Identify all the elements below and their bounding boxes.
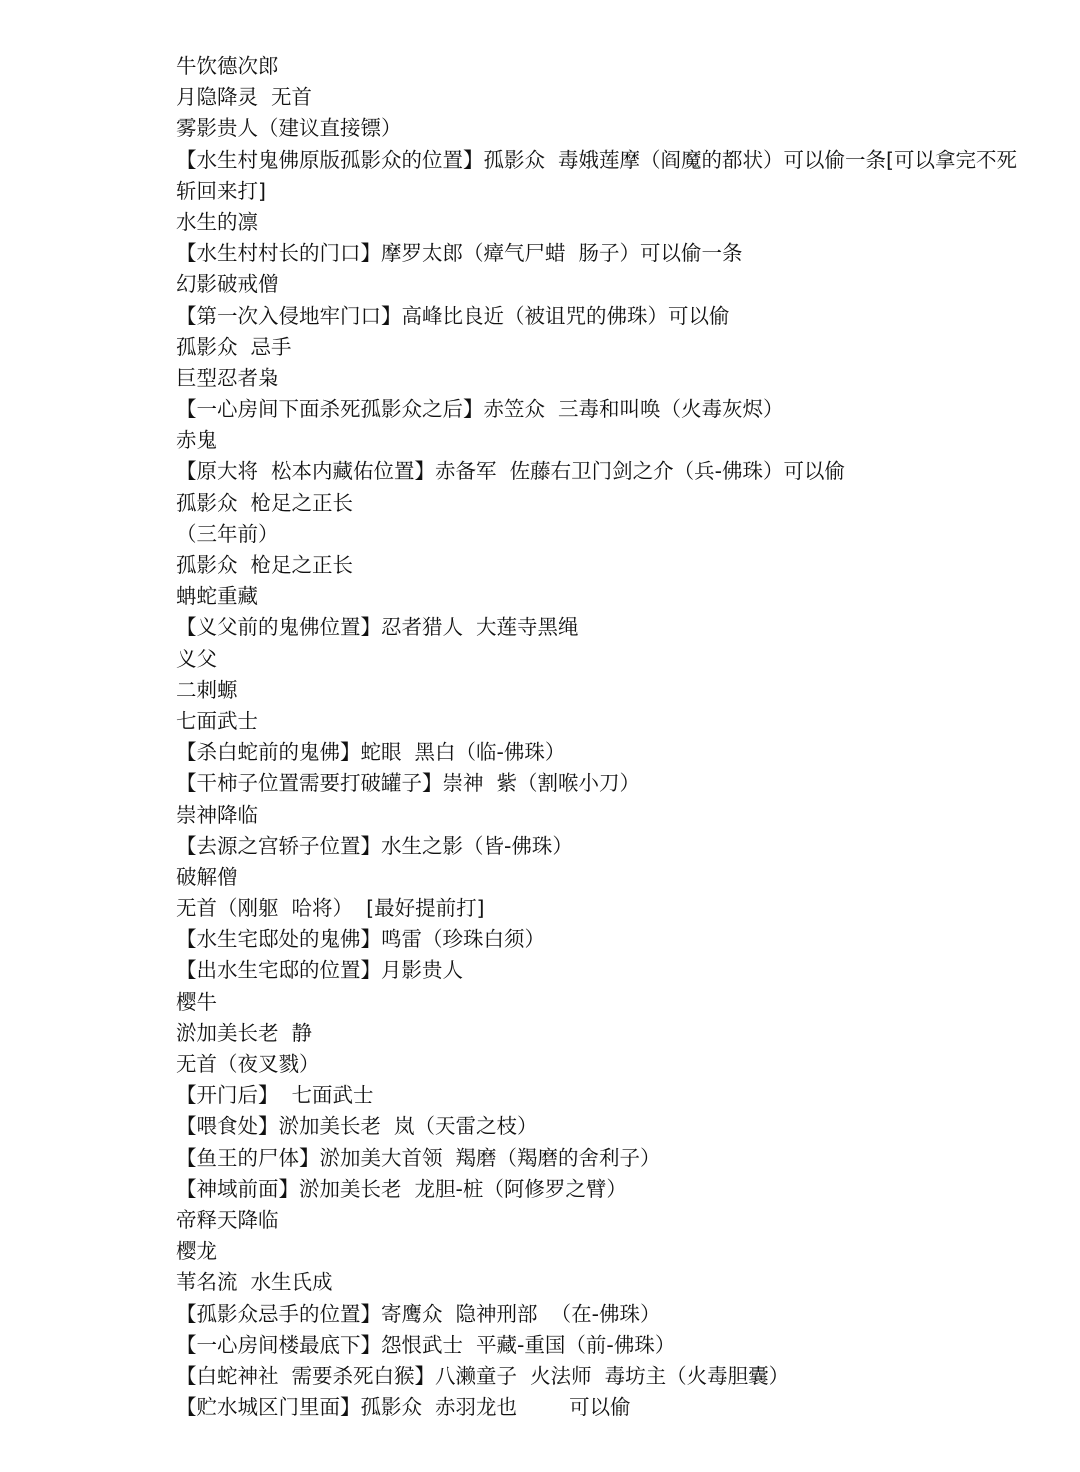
- text-line: 月隐降灵 无首: [176, 85, 313, 110]
- text-line: 【杀白蛇前的鬼佛】蛇眼 黑白（临-佛珠）: [176, 740, 566, 765]
- text-line: 【贮水城区门里面】孤影众 赤羽龙也 可以偷: [176, 1395, 631, 1420]
- text-line: 淤加美长老 静: [176, 1020, 313, 1045]
- text-line: 孤影众 枪足之正长: [176, 553, 354, 578]
- text-line: 【水生宅邸处的鬼佛】鸣雷（珍珠白须）: [176, 927, 545, 952]
- text-line: 牛饮德次郎: [176, 54, 279, 78]
- text-line: 水生的凛: [176, 209, 258, 234]
- text-line: 【第一次入侵地牢门口】高峰比良近（被诅咒的佛珠）可以偷: [176, 303, 730, 328]
- text-line: 【原大将 松本内藏佑位置】赤备军 佐藤右卫门剑之介（兵-佛珠）可以偷: [176, 459, 845, 484]
- text-line: 【去源之宫轿子位置】水生之影（皆-佛珠）: [176, 833, 573, 858]
- text-line: 【水生村鬼佛原版孤影众的位置】孤影众 毒娥莲摩（阎魔的都状）可以偷一条[可以拿完不死斩回来打]: [176, 147, 1018, 203]
- text-line: 帝释天降临: [176, 1207, 279, 1232]
- text-line: 巨型忍者枭: [176, 365, 279, 390]
- text-line: 幻影破戒僧: [176, 272, 279, 297]
- text-line: 无首（夜叉戮）: [176, 1052, 320, 1077]
- text-line: 义父: [176, 646, 217, 671]
- text-line: 雾影贵人（建议直接镖）: [176, 116, 402, 141]
- text-line: 樱龙: [176, 1239, 217, 1264]
- text-line: 苇名流 水生氏成: [176, 1270, 333, 1295]
- text-line: 【义父前的鬼佛位置】忍者猎人 大莲寺黑绳: [176, 615, 579, 640]
- text-line: 【开门后】 七面武士: [176, 1083, 374, 1108]
- document-text: [176, 51, 1026, 1423]
- text-line: 【喂食处】淤加美长老 岚（天雷之枝）: [176, 1114, 538, 1139]
- text-line: 赤鬼: [176, 428, 217, 453]
- text-line: 孤影众 枪足之正长: [176, 490, 354, 515]
- text-line: 【出水生宅邸的位置】月影贵人: [176, 958, 463, 983]
- text-line: 【水生村村长的门口】摩罗太郎（瘴气尸蜡 肠子）可以偷一条: [176, 241, 743, 266]
- text-line: 七面武士: [176, 708, 258, 733]
- text-line: 破解僧: [176, 864, 238, 889]
- text-line: 无首（刚躯 哈将） [最好提前打]: [176, 896, 485, 921]
- text-line: 蚺蛇重藏: [176, 584, 258, 609]
- text-line: 崇神降临: [176, 802, 258, 827]
- text-line: 【白蛇神社 需要杀死白猴】八濑童子 火法师 毒坊主（火毒胆囊）: [176, 1363, 790, 1388]
- text-line: 【一心房间下面杀死孤影众之后】赤笠众 三毒和叫唤（火毒灰烬）: [176, 397, 784, 422]
- text-line: 【鱼王的尸体】淤加美大首领 羯磨（羯磨的舍利子）: [176, 1145, 661, 1170]
- text-line: 【神域前面】淤加美长老 龙胆-桩（阿修罗之臂）: [176, 1176, 627, 1201]
- text-line: 【干柿子位置需要打破罐子】崇神 紫（割喉小刀）: [176, 771, 641, 796]
- text-line: 樱牛: [176, 989, 217, 1014]
- text-line: （三年前）: [176, 521, 279, 546]
- text-line: 【孤影众忌手的位置】寄鹰众 隐神刑部 （在-佛珠）: [176, 1301, 661, 1326]
- text-line: 【一心房间楼最底下】怨恨武士 平藏-重国（前-佛珠）: [176, 1332, 676, 1357]
- text-line: 二刺螈: [176, 677, 238, 702]
- text-line: 孤影众 忌手: [176, 334, 292, 359]
